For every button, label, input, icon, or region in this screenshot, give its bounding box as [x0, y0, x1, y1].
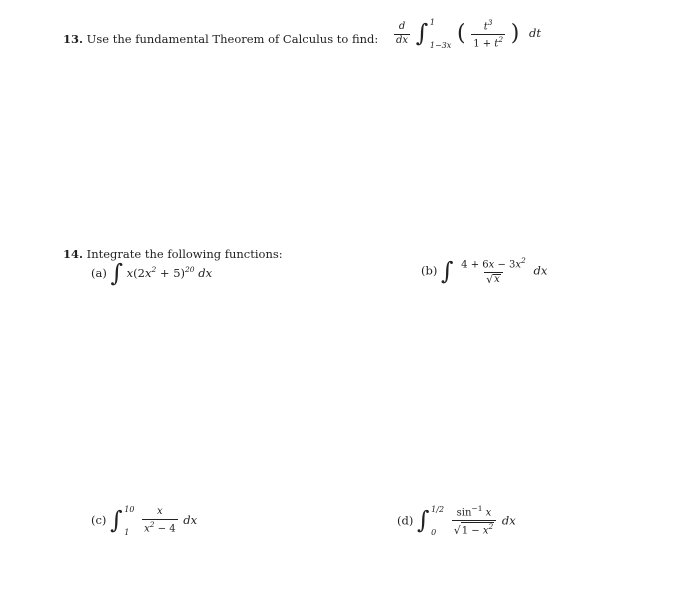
q14-prompt: Integrate the following functions: [86, 247, 283, 261]
q13-number: 13. [63, 32, 84, 46]
q14b-integral-sign: ∫ [441, 256, 454, 285]
q14b-fraction [459, 257, 528, 286]
q14c-integral-sign: ∫ [110, 506, 123, 534]
q14a [91, 259, 213, 287]
q14d-dx: dx [501, 513, 516, 528]
q13-left-paren: ( [456, 21, 466, 46]
q14b [421, 257, 547, 286]
q14b-label: (b) [421, 263, 438, 278]
q13-integral-sign: ∫ [415, 19, 429, 47]
q14c-num: x [157, 506, 163, 518]
q13-d-den: dx [396, 34, 409, 46]
q14c-den: $x^2 - 4$ [144, 519, 176, 535]
q14b-den: √ x [484, 272, 503, 287]
q14c-lower-limit: 1 [124, 528, 130, 537]
q14d-integral-sign: ∫ [417, 506, 430, 535]
q14c-upper-limit: 10 [124, 505, 135, 514]
q14d-lower-limit: 0 [431, 528, 437, 538]
q13-limits [430, 18, 451, 50]
q13-integrand [471, 19, 505, 50]
q13-integrand-num: $t^3$ [483, 17, 493, 32]
q13-upper-limit: 1 [429, 18, 435, 27]
q14d-num: $\sin^{-1} x$ [456, 504, 492, 519]
q13-right-paren: ) [510, 21, 520, 46]
q14a-integral-sign: ∫ [110, 259, 124, 287]
q13-expression [392, 18, 541, 50]
q14-line [63, 247, 283, 261]
q14d-fraction [452, 505, 497, 538]
q13-line [63, 32, 378, 46]
q14c-fraction [142, 507, 178, 534]
q13-prompt: Use the fundamental Theorem of Calculus to find: [86, 32, 379, 46]
q13-dt: dt [529, 26, 541, 40]
q14d-den: √ $1 - x^2$ [452, 520, 497, 538]
q14-number: 14. [63, 247, 84, 261]
q13-d-num: d [398, 21, 406, 32]
q14a-expression: $x(2x^2 + 5)^{20}$ dx [126, 265, 213, 280]
q14c [91, 505, 197, 537]
q14d-label: (d) [397, 513, 414, 528]
q13-lower-limit: 1−3x [429, 41, 452, 50]
q14d-upper-limit: 1/2 [431, 505, 445, 515]
q13-derivative-operator [394, 22, 410, 46]
q14d [397, 505, 516, 538]
q13-integrand-den: $1 + t^2$ [473, 34, 504, 49]
q14b-num: $4 + 6x - 3x^2$ [461, 256, 526, 271]
q14c-limits [124, 505, 134, 537]
q14c-label: (c) [91, 513, 107, 527]
q14b-dx: dx [533, 263, 548, 278]
q14a-label: (a) [91, 266, 107, 280]
q14d-limits [431, 505, 444, 537]
q14c-dx: dx [183, 513, 198, 527]
